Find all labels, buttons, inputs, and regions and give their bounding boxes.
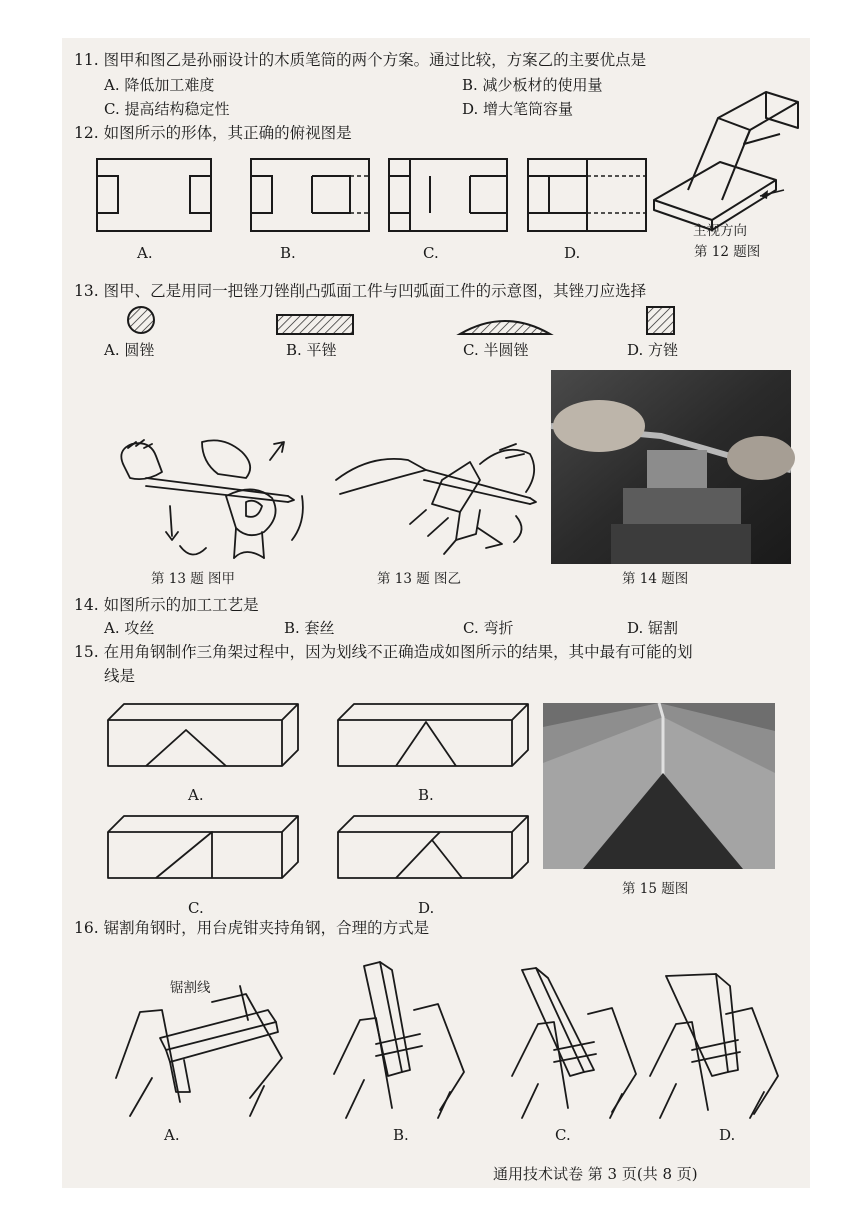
q14-option-b: B. 套丝 xyxy=(284,619,335,637)
q13-option-d: D. 方锉 xyxy=(627,341,679,359)
q12-option-c-label: C. xyxy=(423,244,439,262)
q14-caption: 第 14 题图 xyxy=(622,571,689,587)
question-11-stem: 11. 图甲和图乙是孙丽设计的木质笔筒的两个方案。通过比较，方案乙的主要优点是 xyxy=(74,51,647,69)
flat-file-section-icon xyxy=(276,314,354,336)
q13-option-b: B. 平锉 xyxy=(286,341,337,359)
q11-option-a: A. 降低加工难度 xyxy=(104,76,215,94)
q15-caption: 第 15 题图 xyxy=(622,881,689,897)
square-file-section-icon xyxy=(646,306,676,336)
q12-caption: 第 12 题图 xyxy=(694,244,761,260)
q11-option-d: D. 增大笔筒容量 xyxy=(462,100,574,118)
q16-option-b-vise-figure xyxy=(330,960,470,1120)
half-round-file-section-icon xyxy=(459,312,551,336)
q12-option-c-figure xyxy=(388,158,508,232)
q13-caption-b: 第 13 题 图乙 xyxy=(377,571,462,587)
q15-option-d-label: D. xyxy=(418,899,435,917)
q16-option-a-label: A. xyxy=(164,1126,180,1144)
q11-option-b: B. 减少板材的使用量 xyxy=(462,76,603,94)
q13-figure-a-filing-convex xyxy=(106,436,304,568)
q16-option-b-label: B. xyxy=(393,1126,409,1144)
question-16-stem: 16. 锯割角钢时，用台虎钳夹持角钢，合理的方式是 xyxy=(74,919,430,937)
q12-isometric-figure xyxy=(648,78,813,228)
q15-option-a-label: A. xyxy=(188,786,204,804)
q13-figure-b-filing-concave xyxy=(330,440,540,568)
q16-saw-line-label: 锯割线 xyxy=(170,980,211,996)
page-footer: 通用技术试卷 第 3 页(共 8 页) xyxy=(493,1165,698,1183)
question-14-stem: 14. 如图所示的加工工艺是 xyxy=(74,596,259,614)
question-13-stem: 13. 图甲、乙是用同一把锉刀锉削凸弧面工件与凹弧面工件的示意图，其锉刀应选择 xyxy=(74,282,647,300)
q15-option-b-angle-steel xyxy=(336,700,530,768)
q16-option-c-vise-figure xyxy=(508,966,640,1122)
q14-option-a: A. 攻丝 xyxy=(104,619,155,637)
q12-option-b-label: B. xyxy=(280,244,296,262)
q13-caption-a: 第 13 题 图甲 xyxy=(151,571,236,587)
question-12-stem: 12. 如图所示的形体，其正确的俯视图是 xyxy=(74,124,352,142)
round-file-section-icon xyxy=(126,305,156,335)
q14-option-d: D. 锯割 xyxy=(627,619,679,637)
q14-photo-filing-in-vise xyxy=(551,370,791,564)
q15-option-c-label: C. xyxy=(188,899,204,917)
q16-option-a-vise-figure xyxy=(100,982,290,1122)
q13-option-a: A. 圆锉 xyxy=(104,341,155,359)
q15-option-b-label: B. xyxy=(418,786,434,804)
q16-option-d-vise-figure xyxy=(646,972,786,1122)
q12-option-d-figure xyxy=(527,158,647,232)
q15-option-a-angle-steel xyxy=(106,700,300,768)
q12-view-direction-label: 主视方向 xyxy=(693,223,747,239)
question-15-stem-line1: 15. 在用角钢制作三角架过程中，因为划线不正确造成如图所示的结果，其中最有可能的划 xyxy=(74,643,693,661)
q16-option-c-label: C. xyxy=(555,1126,571,1144)
q14-option-c: C. 弯折 xyxy=(463,619,514,637)
q15-option-d-angle-steel xyxy=(336,812,530,880)
q11-option-c: C. 提高结构稳定性 xyxy=(104,100,230,118)
q12-option-d-label: D. xyxy=(564,244,581,262)
q15-photo-angle-steel-joint xyxy=(543,703,775,869)
q12-option-a-label: A. xyxy=(137,244,153,262)
q15-option-c-angle-steel xyxy=(106,812,300,880)
question-15-stem-line2: 线是 xyxy=(104,667,136,685)
q12-option-b-figure xyxy=(250,158,370,232)
q13-option-c: C. 半圆锉 xyxy=(463,341,529,359)
q16-option-d-label: D. xyxy=(719,1126,736,1144)
q12-option-a-figure xyxy=(96,158,212,232)
